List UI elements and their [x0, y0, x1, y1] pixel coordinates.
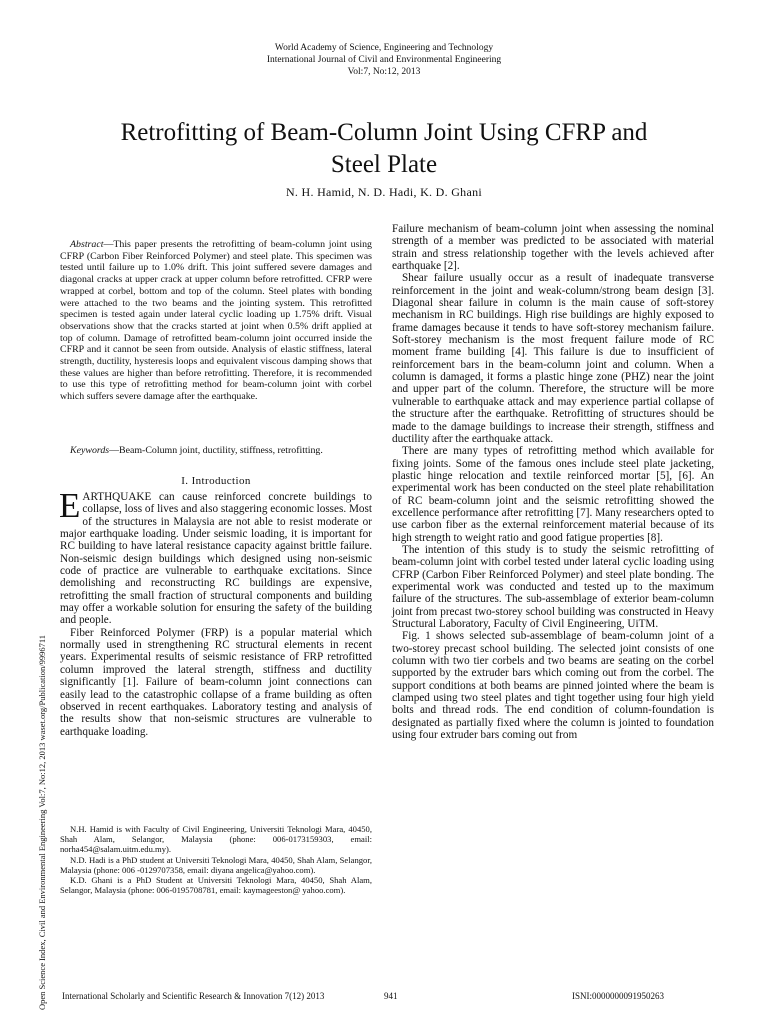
- abstract-text: —This paper presents the retrofitting of beam-column joint using CFRP (Carbon Fiber Reinforced Polymer) and steel plate. This specimen was tested until failure up to 1.0% drift. This joint suffered severe damages and diagonal cracks at upper crack at upper column before retrofitted. CFRP were wrapped at corbel, bottom and top of the column. Steel plates with bonding were attached to the two beams and the jointing system. This retrofitted specimen is tested again under lateral cyclic loading up 1.75% drift. Visual observations show that the cracks started at joint when 0.5% drift applied at top of column. Damage of retrofitted beam-column joint occurred inside the CFRP and it cannot be seen from outside. Analysis of elastic stiffness, lateral strength, ductility, hysteresis loops and equivalent viscous damping shows that these values are higher than before retrofitting. Therefore, it is recommended to use this type of retrofitting method for beam-column joint with corbel which suffers severe damage after the earthquake.: [60, 239, 372, 403]
- drop-cap: E: [59, 486, 81, 525]
- authors: N. H. Hamid, N. D. Hadi, K. D. Ghani: [285, 185, 483, 199]
- keywords: [60, 445, 372, 457]
- body-paragraph: The intention of this study is to study the seismic retrofitting of beam-column joint with corbel tested under lateral cyclic loading using CFRP (Carbon Fiber Reinforced Polymer) and steel plate bonding. The experimental work was conducted and tested up to the maximum failure of the structures. The sub-assemblage of exterior beam-column joint from precast two-storey school building was constructed in Heavy Structural Laboratory, Faculty of Civil Engineering, UiTM.: [392, 543, 714, 630]
- intro-paragraph-2: Fiber Reinforced Polymer (FRP) is a popular material which normally used in strengthening RC structural elements in recent years. Experimental results of seismic resistance of FRP retrofitted column improved the lateral strength, stiffness and ductility significantly [1]. Failure of beam-column joint connections can easily lead to the catastrophic collapse of a frame building as often observed in recent earthquakes. Laboratory testing and analysis of the results show that non-seismic structures are vulnerable to earthquake loading.: [60, 626, 372, 738]
- keywords-label: Keywords: [70, 445, 110, 456]
- introduction: [59, 486, 372, 738]
- paper-title-line-2: Steel Plate: [330, 151, 438, 178]
- body-paragraph: Fig. 1 shows selected sub-assemblage of beam-column joint of a two-storey precast school building. The selected joint consists of one column with two tier corbels and two beams are seating on the corbel supported by the extruder bars which coming out from the corbel. The support conditions at both beams are pinned jointed where the beam is clamped using two steel plates and tight together using four high yield bolts and thread rods. The end condition of column-foundation is designated as partially fixed where the column is jointed to foundation using four extruder bars coming out from: [392, 630, 714, 742]
- body-paragraph: There are many types of retrofitting method which available for fixing joints. Some of the famous ones include steel plate jacketing, plastic hinge relocation and textile reinforced mortar [5], [6]. An experimental work has been conducted on the steel plate rehabilitation of RC beam-column joint and the seismic retrofitting showed the excellence performance after retrofitting [7]. Many researchers opted to use carbon fiber as the external reinforcement material because of its high strength to weight ratio and good fatigue properties [8].: [392, 445, 714, 544]
- sidebar-citation: Open Science Index, Civil and Environmental Engineering Vol:7, No:12, 2013 waset.org/Publication/9996711: [37, 634, 47, 1010]
- journal-volume: Vol:7, No:12, 2013: [347, 67, 421, 77]
- abstract-label: Abstract: [70, 239, 104, 250]
- section-heading: I. Introduction: [181, 475, 251, 487]
- keywords-text: —Beam-Column joint, ductility, stiffness, retrofitting.: [109, 445, 323, 456]
- abstract: [60, 239, 372, 403]
- footnotes: [60, 824, 372, 895]
- footnote: N.D. Hadi is a PhD student at Universiti Teknologi Mara, 40450, Shah Alam, Selangor, Malaysia (phone: 006 -0129707358, email: diyana angelica@yahoo.com).: [60, 854, 372, 875]
- journal-name: World Academy of Science, Engineering and Technology: [274, 43, 494, 53]
- journal-subtitle: International Journal of Civil and Environmental Engineering: [266, 55, 502, 65]
- body-paragraph: Failure mechanism of beam-column joint when assessing the nominal strength of a member was predicted to be associated with material strain and stress relationship together with the levels achieved after earthquake [2].: [392, 223, 714, 273]
- footer-publisher: International Scholarly and Scientific Research & Innovation 7(12) 2013: [62, 991, 325, 1001]
- body-paragraph: Shear failure usually occur as a result of inadequate transverse reinforcement in the joint and weak-column/strong beam design [3]. Diagonal shear failure in column is the main cause of soft-storey mechanism in RC buildings. High rise buildings are highly exposed to frame damages because it tends to have soft-storey mechanism failure. Soft-storey mechanism is the most frequent failure mode of RC moment frame building [4]. This failure is due to insufficient of reinforcement bars in the beam-column joint and column. When a column is damaged, it forms a plastic hinge zone (PHZ) near the joint and upper part of the column. Therefore, the structure will be more vulnerable to earthquake attack and may experience partial collapse of the structure after the earthquake. Retrofitting of structures should be made to the damage buildings to increase their strength, stiffness and ductility after the earthquake attack.: [392, 272, 714, 445]
- page-number: 941: [384, 991, 398, 1001]
- paper-title-line-1: Retrofitting of Beam-Column Joint Using CFRP and: [120, 119, 648, 146]
- right-column: [392, 223, 714, 741]
- footnote: N.H. Hamid is with Faculty of Civil Engineering, Universiti Teknologi Mara, 40450, Shah Alam, Selangor, Malaysia (phone: 006-0173159303, email: norha454@salam.uitm.edu.my).: [60, 824, 372, 855]
- footer-isni: ISNI:0000000091950263: [572, 991, 664, 1001]
- footnote: K.D. Ghani is a PhD Student at Universiti Teknologi Mara, 40450, Shah Alam, Selangor, Malaysia (phone: 006-0195708781, email: kaymageeston@ yahoo.com).: [60, 875, 372, 896]
- paper-title: [30, 117, 738, 181]
- intro-paragraph-1: ARTHQUAKE can cause reinforced concrete buildings to collapse, loss of lives and also staggering economic losses. Most of the structures in Malaysia are not able to resist moderate or major earthquake loading. Under seismic loading, it is important for RC building to have lateral resistance capacity against brittle failure. Non-seismic design buildings which designed using non-seismic code of practice are vulnerable to earthquake excitations. Since demolishing and reconstructing RC buildings are expensive, retrofitting the small fraction of structural components and building may offer a workable solution for ensuring the safety of the building and people.: [60, 491, 372, 627]
